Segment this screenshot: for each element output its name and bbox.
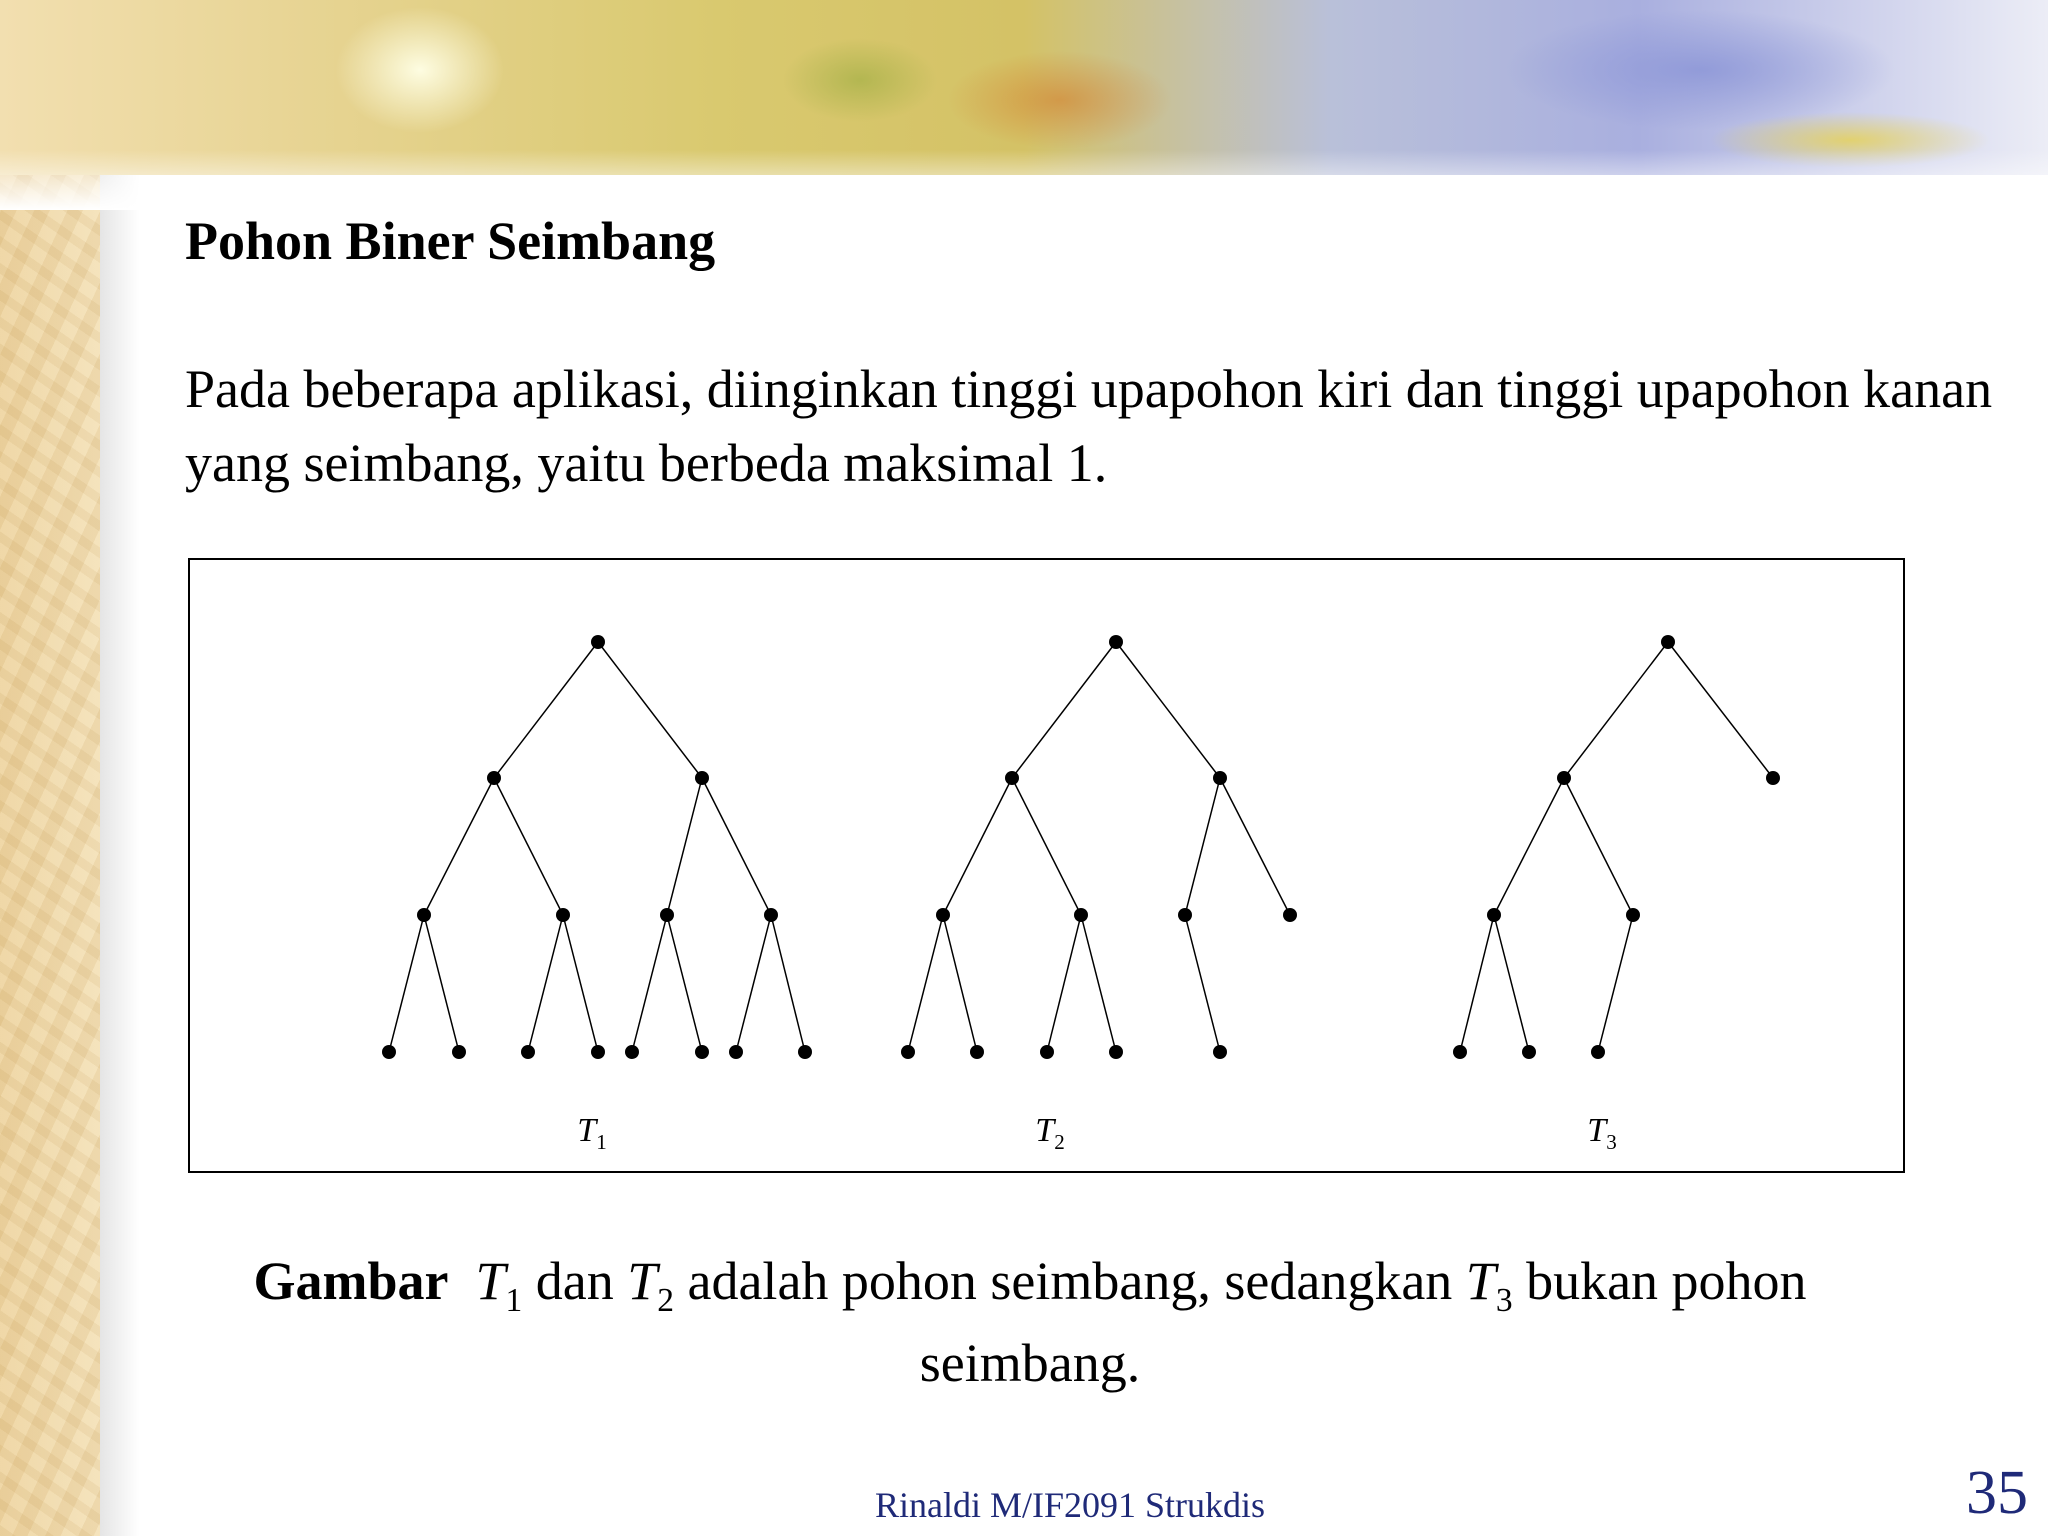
tree-node-t1 xyxy=(695,1045,709,1059)
tree-edge-t1 xyxy=(528,915,563,1052)
tree-node-t1 xyxy=(591,1045,605,1059)
tree-edge-t2 xyxy=(1220,778,1290,915)
tree-edge-t2 xyxy=(908,915,943,1052)
tree-edge-t1 xyxy=(632,915,667,1052)
page-number: 35 xyxy=(1966,1459,2028,1527)
tree-edge-t1 xyxy=(667,915,702,1052)
tree-node-t1 xyxy=(382,1045,396,1059)
figure-caption: Gambar $T_1$ dan $T_2$ adalah pohon seimbang, sedangkan $T_3$ bukan pohon seimbang. xyxy=(253,1251,1807,1393)
tree-node-t1 xyxy=(521,1045,535,1059)
tree-edge-t2 xyxy=(1012,778,1081,915)
tree-node-t3 xyxy=(1591,1045,1605,1059)
background-left-texture xyxy=(0,0,100,1536)
caption-label: Gambar xyxy=(253,1251,449,1311)
tree-label-t2: $T_2$ xyxy=(1035,1112,1065,1154)
tree-diagram xyxy=(190,560,1903,1171)
tree-edge-t1 xyxy=(771,915,805,1052)
body-paragraph: Pada beberapa aplikasi, diinginkan tinggi upapohon kiri dan tinggi upapohon kanan yang seimbang, yaitu berbeda maksimal 1. xyxy=(185,359,1993,493)
tree-edge-t1 xyxy=(424,915,459,1052)
tree-edge-t3 xyxy=(1598,915,1633,1052)
tree-node-t2 xyxy=(1109,635,1123,649)
tree-edge-t3 xyxy=(1564,642,1668,778)
tree-edge-t1 xyxy=(494,778,563,915)
tree-node-t2 xyxy=(1213,771,1227,785)
tree-node-t1 xyxy=(729,1045,743,1059)
tree-node-t2 xyxy=(1109,1045,1123,1059)
tree-edges xyxy=(389,642,1773,1052)
tree-edge-t3 xyxy=(1564,778,1633,915)
tree-node-t3 xyxy=(1522,1045,1536,1059)
tree-label-t1: $T_1$ xyxy=(577,1112,607,1154)
tree-node-t2 xyxy=(1074,908,1088,922)
tree-node-t1 xyxy=(591,635,605,649)
tree-label-t3: $T_3$ xyxy=(1587,1112,1617,1154)
tree-node-t3 xyxy=(1661,635,1675,649)
tree-edge-t1 xyxy=(424,778,494,915)
tree-node-t2 xyxy=(1213,1045,1227,1059)
tree-node-t2 xyxy=(936,908,950,922)
tree-node-t1 xyxy=(764,908,778,922)
tree-node-t3 xyxy=(1487,908,1501,922)
tree-edge-t1 xyxy=(598,642,702,778)
tree-node-t1 xyxy=(798,1045,812,1059)
tree-node-t2 xyxy=(1283,908,1297,922)
tree-edge-t3 xyxy=(1668,642,1773,778)
tree-edge-t2 xyxy=(1012,642,1116,778)
tree-node-t1 xyxy=(625,1045,639,1059)
tree-edge-t1 xyxy=(563,915,598,1052)
tree-edge-t1 xyxy=(667,778,702,915)
tree-edge-t1 xyxy=(702,778,771,915)
tree-node-t1 xyxy=(660,908,674,922)
tree-edge-t1 xyxy=(494,642,598,778)
tree-edge-t2 xyxy=(943,778,1012,915)
tree-node-t3 xyxy=(1453,1045,1467,1059)
slide-title: Pohon Biner Seimbang xyxy=(185,211,716,271)
tree-node-t1 xyxy=(695,771,709,785)
tree-node-t1 xyxy=(487,771,501,785)
tree-node-t1 xyxy=(417,908,431,922)
tree-node-t2 xyxy=(1005,771,1019,785)
tree-edge-t2 xyxy=(1185,778,1220,915)
tree-edge-t3 xyxy=(1494,915,1529,1052)
tree-node-t2 xyxy=(970,1045,984,1059)
tree-edge-t2 xyxy=(1185,915,1220,1052)
background-top-fade xyxy=(0,150,2048,210)
tree-node-t3 xyxy=(1626,908,1640,922)
tree-node-t3 xyxy=(1766,771,1780,785)
tree-node-t2 xyxy=(901,1045,915,1059)
tree-edge-t3 xyxy=(1494,778,1564,915)
tree-node-t3 xyxy=(1557,771,1571,785)
tree-edge-t2 xyxy=(1081,915,1116,1052)
tree-edge-t1 xyxy=(736,915,771,1052)
tree-edge-t2 xyxy=(1047,915,1081,1052)
tree-node-t1 xyxy=(452,1045,466,1059)
tree-edge-t3 xyxy=(1460,915,1494,1052)
tree-node-t1 xyxy=(556,908,570,922)
background-top-banner xyxy=(0,0,2048,175)
figure-box xyxy=(188,558,1905,1173)
tree-edge-t2 xyxy=(1116,642,1220,778)
tree-nodes xyxy=(382,635,1780,1059)
tree-node-t2 xyxy=(1178,908,1192,922)
tree-edge-t1 xyxy=(389,915,424,1052)
footer-author: Rinaldi M/IF2091 Strukdis xyxy=(875,1485,1266,1525)
tree-node-t2 xyxy=(1040,1045,1054,1059)
background-left-shadow xyxy=(100,170,140,1536)
tree-edge-t2 xyxy=(943,915,977,1052)
